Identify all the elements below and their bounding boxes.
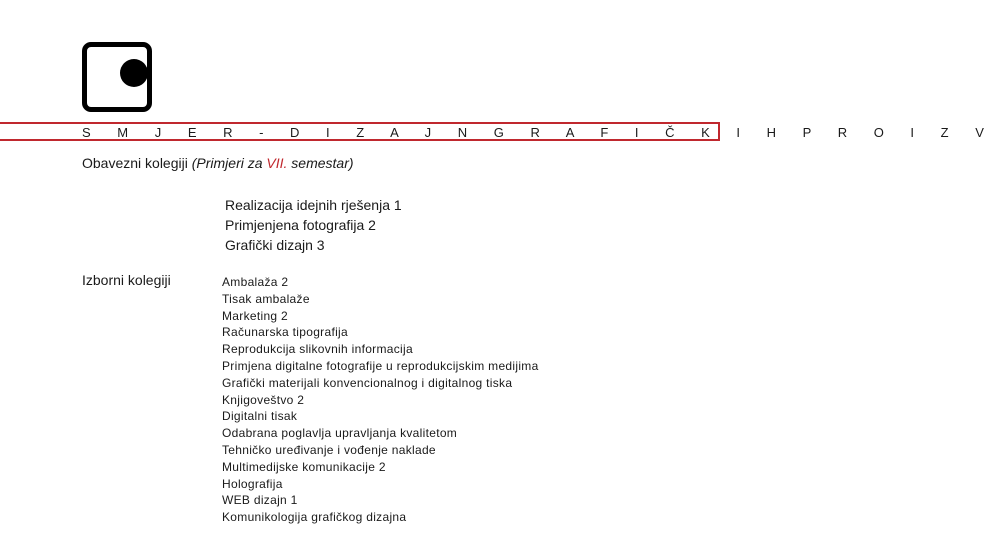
- elective-course: Tehničko uređivanje i vođenje naklade: [222, 442, 436, 457]
- elective-course: Tisak ambalaže: [222, 291, 310, 306]
- logo-dice-icon: [82, 42, 152, 112]
- elective-label: Izborni kolegiji: [82, 272, 171, 288]
- mandatory-course: Primjenjena fotografija 2: [225, 217, 376, 233]
- elective-course: Primjena digitalne fotografije u reprodukcijskim medijima: [222, 358, 539, 373]
- heading-semester: VII.: [266, 155, 288, 171]
- elective-course: Holografija: [222, 476, 283, 491]
- elective-course: Komunikologija grafičkog dizajna: [222, 510, 407, 525]
- mandatory-heading: [82, 155, 354, 171]
- elective-course: Odabrana poglavlja upravljanja kvalitetom: [222, 426, 458, 441]
- banner-text: S M J E R - D I Z A J N G R A F I Č K I H P R O I Z V: [82, 125, 995, 140]
- elective-course: Marketing 2: [222, 308, 288, 323]
- heading-paren-close: semestar): [287, 155, 354, 171]
- elective-course: Multimedijske komunikacije 2: [222, 459, 386, 474]
- elective-course: Grafički materijali konvencionalnog i digitalnog tiska: [222, 375, 513, 390]
- mandatory-course-list: [225, 195, 402, 255]
- elective-course: Računarska tipografija: [222, 325, 348, 340]
- logo-dot: [120, 59, 148, 87]
- mandatory-course: Grafički dizajn 3: [225, 237, 325, 253]
- elective-course: Ambalaža 2: [222, 275, 289, 289]
- program-banner: [0, 122, 995, 141]
- heading-paren-open: (Primjeri za: [187, 155, 267, 171]
- elective-course: Knjigoveštvo 2: [222, 392, 305, 407]
- heading-prefix: Obavezni kolegiji: [82, 155, 188, 171]
- elective-course: WEB dizajn 1: [222, 493, 298, 508]
- elective-course-list: [222, 274, 539, 526]
- elective-course: Reprodukcija slikovnih informacija: [222, 342, 413, 357]
- mandatory-course: Realizacija idejnih rješenja 1: [225, 197, 402, 213]
- elective-course: Digitalni tisak: [222, 409, 298, 424]
